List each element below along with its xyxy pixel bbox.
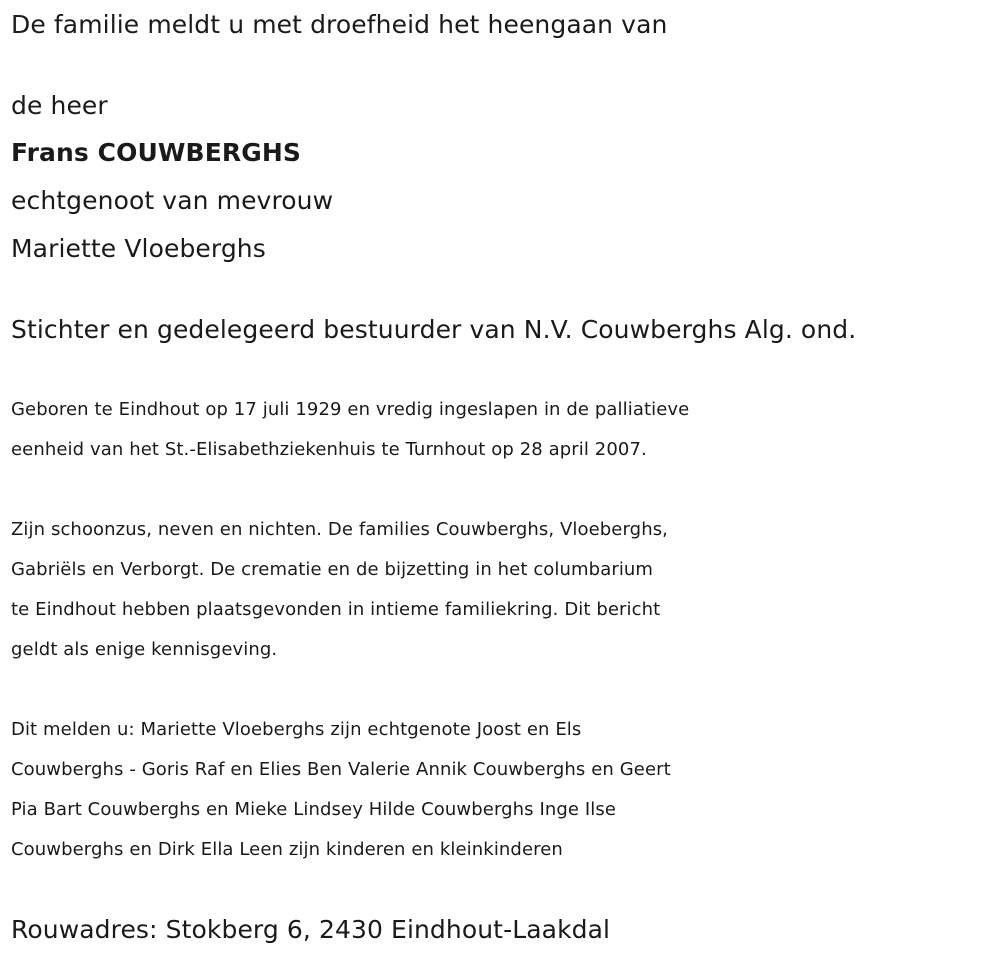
mourning-address: Rouwadres: Stokberg 6, 2430 Eindhout-Laakdal [11, 915, 611, 944]
announcers-paragraph [11, 710, 996, 870]
deceased-name: Frans COUWBERGHS [11, 138, 301, 167]
paragraph-line: te Eindhout hebben plaatsgevonden in intieme familiekring. Dit bericht [11, 599, 661, 620]
honorific: de heer [11, 91, 108, 120]
paragraph-line: Dit melden u: Mariette Vloeberghs zijn echtgenote Joost en Els [11, 719, 582, 740]
spouse-name: Mariette Vloeberghs [11, 234, 266, 263]
family-paragraph [11, 510, 996, 670]
paragraph-line: Pia Bart Couwberghs en Mieke Lindsey Hilde Couwberghs Inge Ilse [11, 799, 617, 820]
paragraph-line: Geboren te Eindhout op 17 juli 1929 en vredig ingeslapen in de palliatieve [11, 399, 690, 420]
paragraph-line: eenheid van het St.-Elisabethziekenhuis te Turnhout op 28 april 2007. [11, 439, 647, 460]
spouse-label: echtgenoot van mevrouw [11, 186, 334, 215]
paragraph-line: geldt als enige kennisgeving. [11, 639, 278, 660]
paragraph-line: Couwberghs en Dirk Ella Leen zijn kinderen en kleinkinderen [11, 839, 563, 860]
paragraph-line: Zijn schoonzus, neven en nichten. De families Couwberghs, Vloeberghs, [11, 519, 668, 540]
intro-text: De familie meldt u met droefheid het heengaan van [11, 10, 668, 39]
occupation-text: Stichter en gedelegeerd bestuurder van N.V. Couwberghs Alg. ond. [11, 315, 857, 344]
birth-death-paragraph [11, 390, 996, 470]
paragraph-line: Couwberghs - Goris Raf en Elies Ben Valerie Annik Couwberghs en Geert [11, 759, 671, 780]
paragraph-line: Gabriëls en Verborgt. De crematie en de bijzetting in het columbarium [11, 559, 654, 580]
